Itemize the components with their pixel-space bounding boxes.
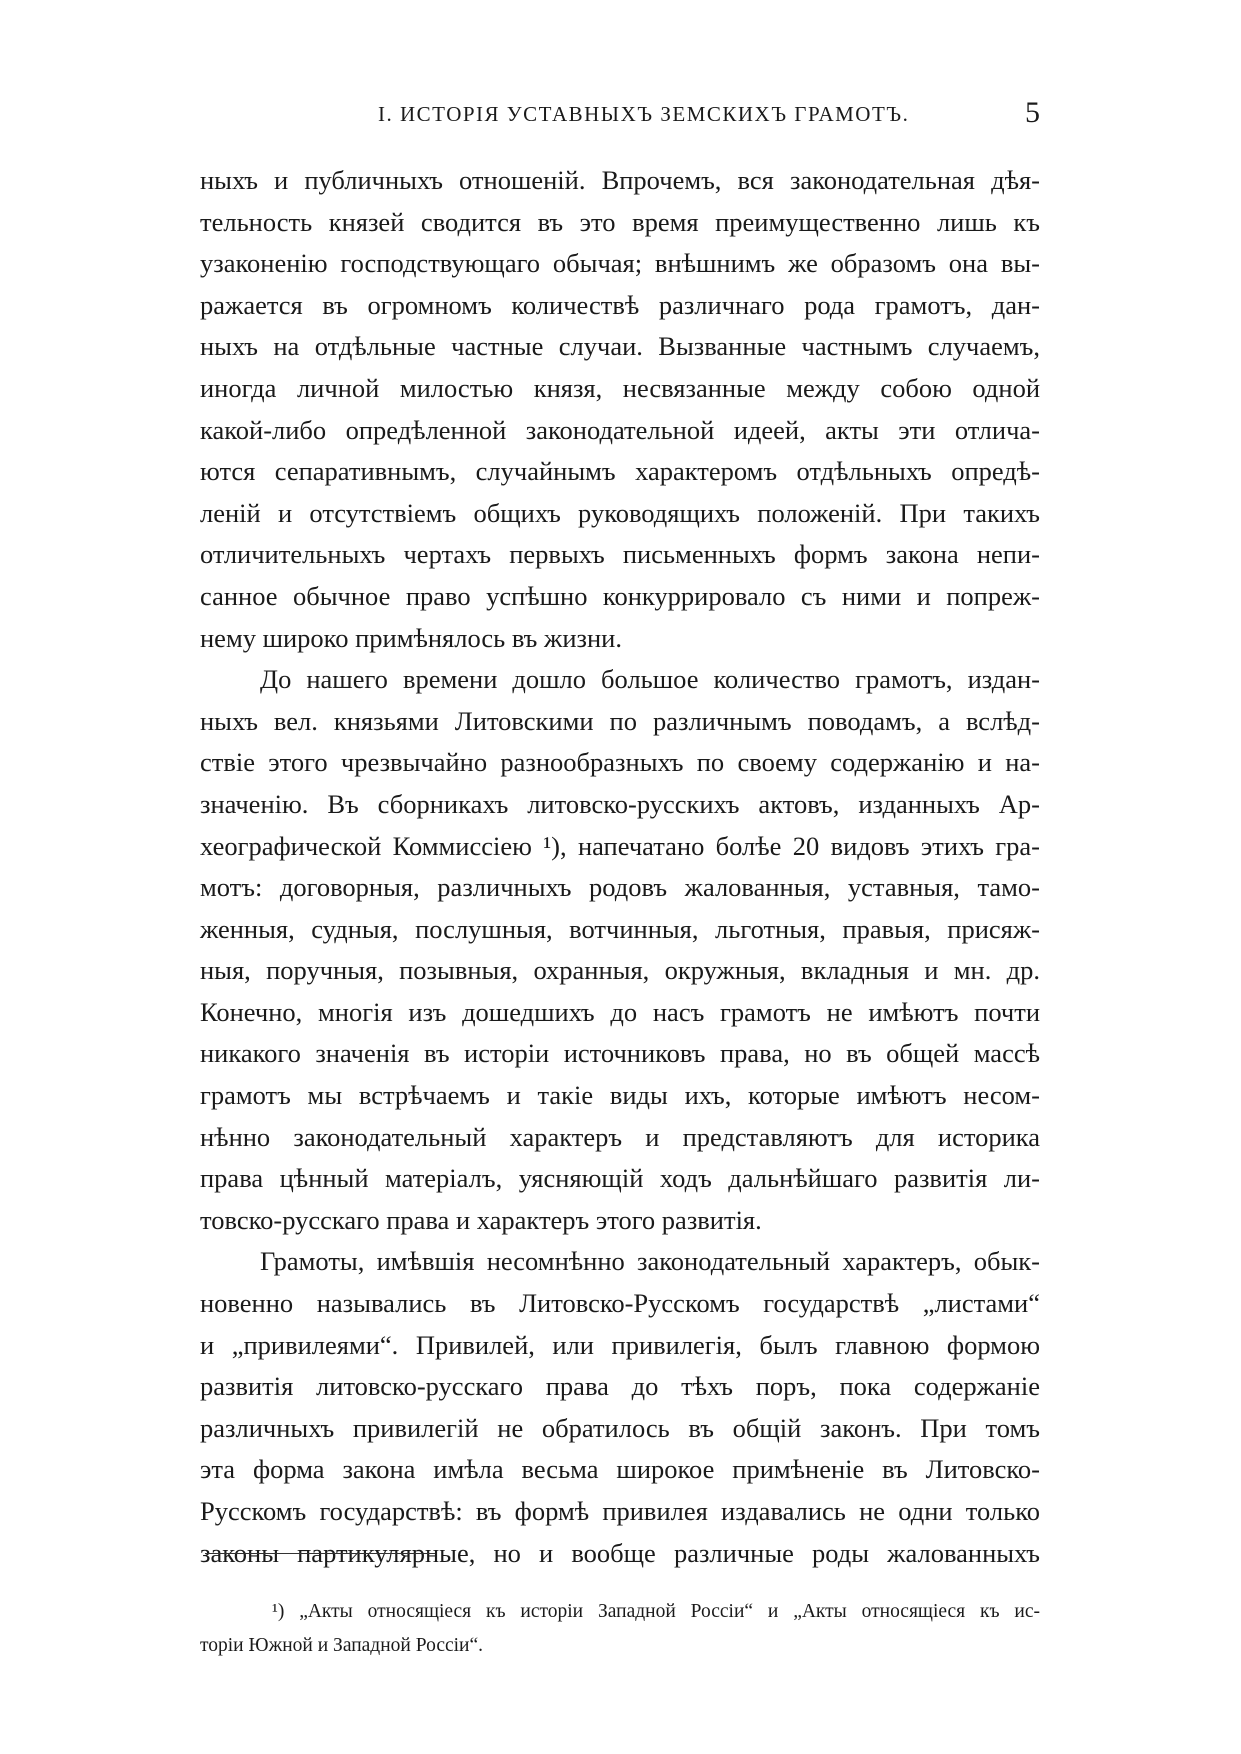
text-line: ныхъ и публичныхъ отношеній. Впрочемъ, вся законодательная дѣя-	[200, 165, 1040, 195]
footnote-divider	[205, 1553, 435, 1554]
running-head	[200, 96, 1040, 136]
paragraph-first-line: Грамоты, имѣвшія несомнѣнно законодательный характеръ, обык-	[260, 1246, 1040, 1277]
text-line: нѣнно законодательный характеръ и представляютъ для историка	[200, 1121, 1040, 1152]
text-line: права цѣнный матеріалъ, уясняющій ходъ дальнѣйшаго развитія ли-	[200, 1163, 1040, 1194]
text-line: Русскомъ государствѣ: въ формѣ привилея издавались не одни только	[200, 1496, 1040, 1526]
paragraph-last-line: товско-русскаго права и характеръ этого развитія.	[200, 1204, 762, 1235]
text-line: ствіе этого чрезвычайно разнообразныхъ по своему содержанію и на-	[200, 747, 1040, 778]
text-line: ражается въ огромномъ количествѣ различнаго рода грамотъ, дан-	[200, 289, 1040, 320]
footnotes	[200, 1595, 1040, 1663]
text-line: грамотъ мы встрѣчаемъ и такіе виды ихъ, которые имѣютъ несом-	[200, 1080, 1040, 1111]
text-line: какой-либо опредѣленной законодательной идеей, акты эти отлича-	[200, 414, 1040, 445]
text-line: новенно назывались въ Литовско-Русскомъ государствѣ „листами“	[200, 1288, 1040, 1319]
text-line: эта форма закона имѣла весьма широкое примѣненіе въ Литовско-	[200, 1454, 1040, 1485]
footnote-line: торіи Южной и Западной Россіи“.	[200, 1635, 484, 1656]
text-line: тельность князей сводится въ это время преимущественно лишь къ	[200, 206, 1040, 237]
text-line: ныя, поручныя, позывныя, охранныя, окружныя, вкладныя и мн. др.	[200, 955, 1040, 986]
text-line: значенію. Въ сборникахъ литовско-русскихъ актовъ, изданныхъ Ар-	[200, 788, 1040, 819]
text-line: мотъ: договорныя, различныхъ родовъ жалованныя, уставныя, тамо-	[200, 872, 1040, 903]
text-line: узаконенію господствующаго обычая; внѣшнимъ же образомъ она вы-	[200, 248, 1040, 279]
text-line: леній и отсутствіемъ общихъ руководящихъ положеній. При такихъ	[200, 497, 1040, 528]
text-line: санное обычное право успѣшно конкуррировало съ ними и попреж-	[200, 580, 1040, 611]
footnote-line: ¹) „Акты относящіеся къ исторіи Западной Россіи“ и „Акты относящіеся къ ис-	[272, 1601, 1040, 1622]
text-line: Конечно, многія изъ дошедшихъ до насъ грамотъ не имѣютъ почти	[200, 996, 1040, 1027]
page-number: 5	[1025, 96, 1040, 129]
text-line: развитія литовско-русскаго права до тѣхъ поръ, пока содержаніе	[200, 1371, 1040, 1402]
text-line: отличительныхъ чертахъ первыхъ письменныхъ формъ закона непи-	[200, 539, 1040, 570]
text-line: иногда личной милостью князя, несвязанные между собою одной	[200, 372, 1040, 403]
text-line: ныхъ вел. князьями Литовскими по различнымъ поводамъ, а вслѣд-	[200, 705, 1040, 736]
running-title: I. ИСТОРІЯ УСТАВНЫХЪ ЗЕМСКИХЪ ГРАМОТЪ.	[378, 102, 910, 126]
text-line: и „привилеями“. Привилей, или привилегія, былъ главною формою	[200, 1329, 1040, 1360]
text-line: ются сепаративнымъ, случайнымъ характеромъ отдѣльныхъ опредѣ-	[200, 456, 1040, 487]
text-line: законы партикулярные, но и вообще различные роды жалованныхъ	[200, 1537, 1040, 1568]
text-line: ныхъ на отдѣльные частные случаи. Вызванные частнымъ случаемъ,	[200, 331, 1040, 362]
paragraph-first-line: До нашего времени дошло большое количество грамотъ, издан-	[260, 664, 1040, 695]
paragraph-last-line: нему широко примѣнялось въ жизни.	[200, 622, 622, 653]
text-line: женныя, судныя, послушныя, вотчинныя, льготныя, правыя, присяж-	[200, 913, 1040, 944]
text-line: никакого значенія въ исторіи источниковъ права, но въ общей массѣ	[200, 1038, 1040, 1069]
text-line: хеографической Коммиссіею ¹), напечатано болѣе 20 видовъ этихъ гра-	[200, 830, 1040, 861]
body-text	[200, 160, 1040, 1574]
text-line: различныхъ привилегій не обратилось въ общій законъ. При томъ	[200, 1412, 1040, 1443]
